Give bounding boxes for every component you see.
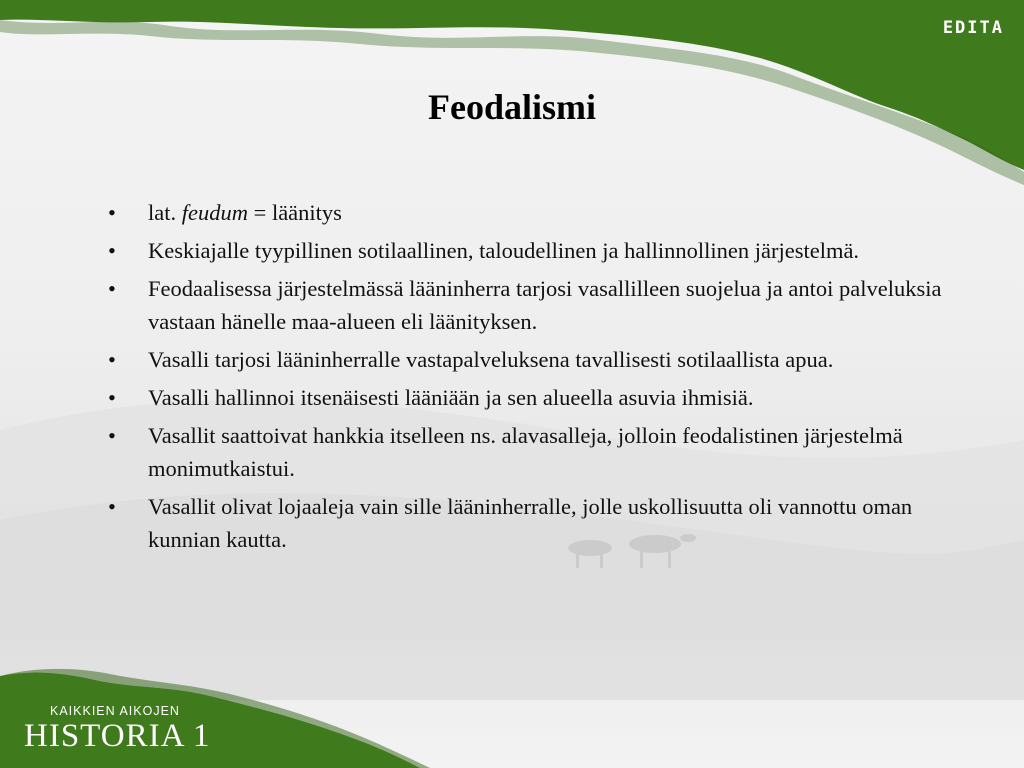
bullet-item bbox=[108, 234, 988, 267]
logo-subtitle: KAIKKIEN AIKOJEN bbox=[50, 704, 180, 718]
bullet-text-prefix: lat. bbox=[148, 200, 182, 225]
bullet-item bbox=[108, 196, 988, 229]
bullet-text-suffix: = läänitys bbox=[248, 200, 342, 225]
bullet-text: Vasallit olivat lojaaleja vain sille lääninherralle, jolle uskollisuutta oli vannottu oman kunnian kautta. bbox=[148, 494, 913, 552]
bullet-text-italic: feudum bbox=[181, 200, 248, 225]
bullet-list bbox=[108, 196, 988, 561]
slide-title: Feodalismi bbox=[428, 87, 596, 127]
historia-logo bbox=[24, 704, 210, 754]
bullet-item bbox=[108, 490, 988, 556]
logo-title: HISTORIA 1 bbox=[24, 718, 211, 754]
bullet-item bbox=[108, 343, 988, 376]
bullet-text: Vasalli hallinnoi itsenäisesti lääniään ja sen alueella asuvia ihmisiä. bbox=[148, 385, 754, 410]
edita-brand-logo: EDITA bbox=[942, 18, 1004, 38]
bullet-text: Keskiajalle tyypillinen sotilaallinen, taloudellinen ja hallinnollinen järjestelmä. bbox=[148, 238, 860, 263]
bullet-text: Vasallit saattoivat hankkia itselleen ns. alavasalleja, jolloin feodalistinen järjestelmä monimutkaistui. bbox=[148, 423, 903, 481]
bullet-text: Feodaalisessa järjestelmässä lääninherra tarjosi vasallilleen suojelua ja antoi palveluksia vastaan hänelle maa-alueen eli läänityksen. bbox=[148, 276, 942, 334]
bullet-item bbox=[108, 419, 988, 485]
bullet-text: Vasalli tarjosi lääninherralle vastapalveluksena tavallisesti sotilaallista apua. bbox=[148, 347, 834, 372]
bullet-item bbox=[108, 381, 988, 414]
bullet-item bbox=[108, 272, 988, 338]
